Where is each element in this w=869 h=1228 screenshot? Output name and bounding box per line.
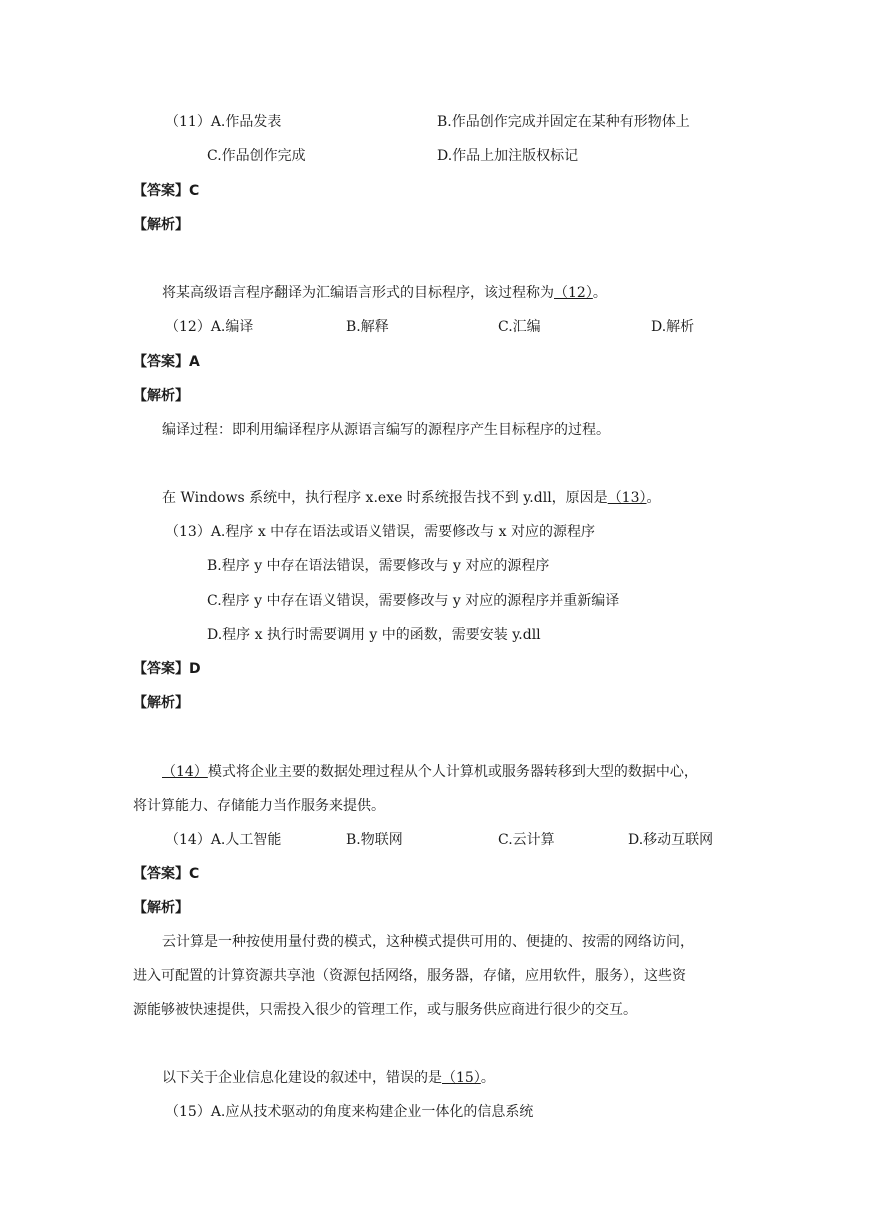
q12-stem	[162, 283, 607, 303]
q13-option-d: D.程序 x 执行时需要调用 y 中的函数，需要安装 y.dll	[207, 627, 541, 643]
q14-explanation-line2: 进入可配置的计算资源共享池（资源包括网络，服务器，存储，应用软件，服务），这些资	[133, 968, 686, 984]
q14-blank: （14）	[162, 764, 208, 780]
q11-option-b: B.作品创作完成并固定在某种有形物体上	[437, 114, 690, 130]
q15-option-a: （15）A.应从技术驱动的角度来构建企业一体化的信息系统	[165, 1104, 534, 1120]
q13-stem-text: 在 Windows 系统中，执行程序 x.exe 时系统报告找不到 y.dll，原因是	[162, 490, 608, 506]
q14-option-c: C.云计算	[498, 832, 555, 848]
q15-stem	[162, 1068, 495, 1088]
q12-blank: （12）	[554, 285, 593, 301]
q13-option-c: C.程序 y 中存在语义错误，需要修改与 y 对应的源程序并重新编译	[207, 593, 620, 609]
q13-option-b: B.程序 y 中存在语法错误，需要修改与 y 对应的源程序	[207, 558, 550, 574]
q11-analysis-heading: 【解析】	[133, 217, 189, 233]
q13-option-a: （13）A.程序 x 中存在语法或语义错误，需要修改与 x 对应的源程序	[165, 524, 595, 540]
q11-option-a: （11）A.作品发表	[165, 114, 282, 130]
q14-explanation-line3: 源能够被快速提供，只需投入很少的管理工作，或与服务供应商进行很少的交互。	[133, 1002, 637, 1018]
q11-option-c: C.作品创作完成	[207, 148, 306, 164]
q12-explanation: 编译过程：即利用编译程序从源语言编写的源程序产生目标程序的过程。	[162, 422, 610, 438]
q14-option-a: （14）A.人工智能	[165, 832, 282, 848]
q12-answer: 【答案】A	[133, 354, 200, 370]
q12-option-b: B.解释	[346, 319, 389, 335]
q14-option-b: B.物联网	[346, 832, 403, 848]
q13-answer: 【答案】D	[133, 661, 201, 677]
q14-explanation-line1: 云计算是一种按使用量付费的模式，这种模式提供可用的、便捷的、按需的网络访问，	[162, 934, 694, 950]
q12-option-c: C.汇编	[498, 319, 541, 335]
q11-answer: 【答案】C	[133, 183, 200, 199]
q13-analysis-heading: 【解析】	[133, 695, 189, 711]
q12-option-d: D.解析	[651, 319, 695, 335]
q14-answer: 【答案】C	[133, 866, 200, 882]
q14-stem-line2: 将计算能力、存储能力当作服务来提供。	[133, 798, 385, 814]
q14-option-d: D.移动互联网	[628, 832, 714, 848]
q14-analysis-heading: 【解析】	[133, 900, 189, 916]
q15-stem-text: 以下关于企业信息化建设的叙述中，错误的是	[162, 1070, 442, 1086]
q12-option-a: （12）A.编译	[165, 319, 254, 335]
q13-blank: （13）	[607, 490, 647, 506]
q12-stem-text: 将某高级语言程序翻译为汇编语言形式的目标程序，该过程称为	[162, 285, 554, 301]
q15-stem-end: 。	[480, 1070, 495, 1086]
q14-stem-text: 模式将企业主要的数据处理过程从个人计算机或服务器转移到大型的数据中心，	[207, 764, 698, 780]
q14-stem-line1	[162, 762, 698, 782]
q13-stem-end: 。	[646, 490, 661, 506]
q13-stem	[162, 488, 661, 508]
q12-analysis-heading: 【解析】	[133, 388, 189, 404]
q15-blank: （15）	[442, 1070, 481, 1086]
q11-option-d: D.作品上加注版权标记	[437, 148, 579, 164]
q12-stem-end: 。	[592, 285, 607, 301]
